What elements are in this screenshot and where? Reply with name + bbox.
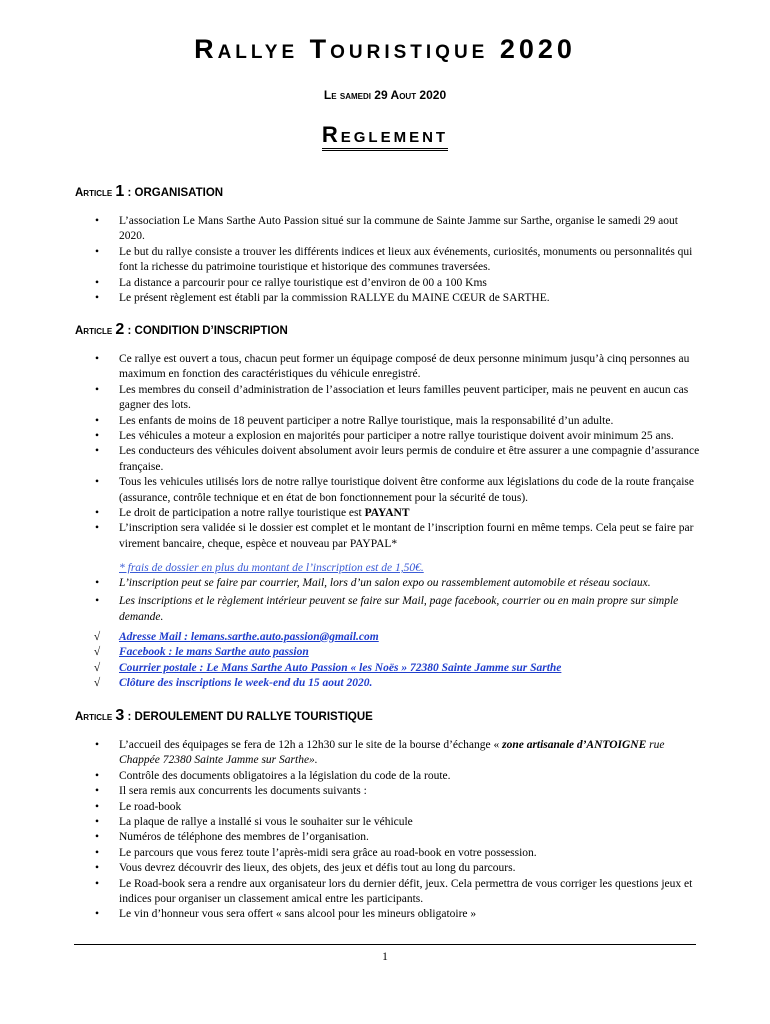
document-title: Rallye Touristique 2020: [194, 34, 576, 64]
check-icon: √: [93, 646, 101, 659]
contact-item: [92, 630, 700, 645]
paypal-note: * frais de dossier en plus du montant de l’inscription est de 1,50€.: [119, 562, 424, 574]
list-item: • Le Road-book sera a rendre aux organisateur lors du dernier défit, jeux. Cela permettra de vous corriger les questions jeux et indices pour organiser un classement amical entre les participants.: [92, 877, 700, 908]
mail-label: Adresse Mail :: [119, 631, 191, 643]
bullet-icon: •: [94, 245, 100, 258]
bullet-icon: •: [94, 414, 100, 427]
list-item: • L’inscription peut se faire par courrier, Mail, lors d’un salon expo ou rassemblement automobile et réseau sociaux.: [92, 576, 700, 591]
bullet-icon: •: [94, 785, 100, 798]
bullet-icon: •: [94, 816, 100, 829]
list-item: • L’association Le Mans Sarthe Auto Passion situé sur la commune de Sainte Jamme sur Sarthe, organise le samedi 29 aout 2020.: [92, 214, 700, 245]
bullet-icon: •: [94, 908, 100, 921]
bullet-icon: •: [94, 353, 100, 365]
bullet-icon: •: [94, 831, 100, 844]
reglement-heading: Reglement: [322, 122, 448, 151]
list-item: • Les enfants de moins de 18 peuvent participer a notre Rallye touristique, mais la responsabilité d’un adulte.: [92, 414, 700, 429]
article-number: 2: [115, 321, 125, 338]
bullet-icon: •: [94, 215, 100, 227]
article-prefix: Article: [75, 325, 116, 337]
bullet-icon: •: [94, 522, 100, 535]
list-item: • Les membres du conseil d’administration de l’association et leurs familles peuvent participer, mais ne peuvent en aucun cas gagner des lots.: [92, 383, 700, 414]
list-item: • Le parcours que vous ferez toute l’après-midi sera grâce au road-book en votre possession.: [92, 846, 700, 861]
bullet-icon: •: [94, 276, 100, 289]
list-item: • Le vin d’honneur vous sera offert « sans alcool pour les mineurs obligatoire »: [92, 907, 700, 922]
list-item: • Numéros de téléphone des membres de l’organisation.: [92, 830, 700, 845]
list-item: • Le droit de participation a notre rallye touristique est PAYANT: [92, 506, 700, 521]
list-item: • Contrôle des documents obligatoires a la législation du code de la route.: [92, 769, 700, 784]
bullet-icon: •: [94, 507, 100, 520]
list-item: • Le présent règlement est établi par la commission RALLYE du MAINE CŒUR de SARTHE.: [92, 291, 700, 306]
article-title: : CONDITION D’INSCRIPTION: [124, 325, 288, 337]
bullet-icon: •: [94, 846, 100, 859]
check-icon: √: [93, 631, 101, 643]
mail-link[interactable]: lemans.sarthe.auto.passion@gmail.com: [190, 631, 379, 643]
list-item: • Les conducteurs des véhicules doivent absolument avoir leurs permis de conduire et être assurer a une compagnie d’assurance française.: [92, 444, 700, 475]
list-item: • Les inscriptions et le règlement intérieur peuvent se faire sur Mail, page facebook, courrier ou en main propre sur simple demande.: [92, 594, 700, 625]
bullet-icon: •: [94, 445, 100, 458]
paypal-note-row: [92, 561, 700, 576]
bullet-icon: •: [94, 292, 100, 305]
article-3-heading: [75, 707, 715, 725]
section-heading: [0, 122, 770, 148]
article-3-list: [92, 738, 700, 923]
bullet-icon: •: [94, 430, 100, 443]
check-icon: √: [93, 677, 101, 690]
contact-list: [92, 630, 700, 692]
list-item: • Ce rallye est ouvert a tous, chacun peut former un équipage composé de deux personne minimum jusqu’à cinq personnes au maximum en fonction des caractéristiques du véhicule enregistré.: [92, 352, 700, 383]
list-item: • L’inscription sera validée si le dossier est complet et le montant de l’inscription fourni en même temps. Cela peut se faire par virement bancaire, cheque, espèce et nouveau par PAYPAL*: [92, 521, 700, 552]
venue-name: zone artisanale d’ANTOIGNE: [502, 739, 647, 751]
closing-date: Clôture des inscriptions le week-end du 15 aout 2020.: [119, 677, 373, 690]
list-item: • Vous devrez découvrir des lieux, des objets, des jeux et défis tout au long du parcours.: [92, 861, 700, 876]
article-2-heading: [75, 321, 715, 339]
list-item: • La plaque de rallye a installé si vous le souhaiter sur le véhicule: [92, 815, 700, 830]
article-1-heading: [75, 183, 715, 201]
footer-divider: [74, 944, 696, 945]
article-number: 3: [115, 707, 125, 724]
bullet-icon: •: [94, 800, 100, 813]
article-number: 1: [115, 183, 125, 200]
list-item: • Le road-book: [92, 800, 700, 815]
bullet-icon: •: [94, 577, 100, 589]
page-number: 1: [382, 951, 388, 963]
list-item: • Tous les vehicules utilisés lors de notre rallye touristique doivent être conforme aux législations du code de la route française (assurance, contrôle technique et en état de bon fonctionnement pour la sécurité de tous).: [92, 475, 700, 506]
bullet-icon: •: [94, 383, 100, 396]
article-title: : ORGANISATION: [124, 187, 224, 199]
list-item: • L’accueil des équipages se fera de 12h a 12h30 sur le site de la bourse d’échange « zone artisanale d’ANTOIGNE rue Chappée 72380 Sainte Jamme sur Sarthe».: [92, 738, 700, 769]
bullet-icon: •: [94, 595, 100, 608]
article-1-list: [92, 214, 700, 306]
article-prefix: Article: [75, 187, 116, 199]
list-item: • Il sera remis aux concurrents les documents suivants :: [92, 784, 700, 799]
payant-label: PAYANT: [364, 507, 410, 520]
contact-item: [92, 661, 700, 676]
list-item: • Le but du rallye consiste a trouver les différents indices et lieux aux événements, curiosités, monuments ou personnalités qui font la richesse du patrimoine touristique et historique des communes traversées.: [92, 245, 700, 276]
document-subtitle: Le samedi 29 Aout 2020: [323, 88, 447, 102]
bullet-icon: •: [94, 476, 100, 489]
postal-address: Courrier postale : Le Mans Sarthe Auto Passion « les Noës » 72380 Sainte Jamme sur Sarthe: [119, 661, 562, 674]
check-icon: √: [93, 661, 101, 674]
bullet-icon: •: [94, 769, 100, 782]
bullet-icon: •: [94, 877, 100, 890]
list-item: • Les véhicules a moteur a explosion en majorités pour participer a notre rallye touristique doivent avoir minimum 25 ans.: [92, 429, 700, 444]
article-prefix: Article: [75, 711, 116, 723]
article-2-italic-list: [92, 576, 700, 625]
bullet-icon: •: [94, 739, 100, 751]
article-title: : DEROULEMENT DU RALLYE TOURISTIQUE: [124, 711, 373, 723]
list-item: • La distance a parcourir pour ce rallye touristique est d’environ de 00 a 100 Kms: [92, 276, 700, 291]
facebook-link[interactable]: Facebook : le mans Sarthe auto passion: [119, 646, 309, 659]
article-2-list: [92, 352, 700, 552]
bullet-icon: •: [94, 862, 100, 875]
contact-item: [92, 645, 700, 660]
contact-item: [92, 676, 700, 691]
